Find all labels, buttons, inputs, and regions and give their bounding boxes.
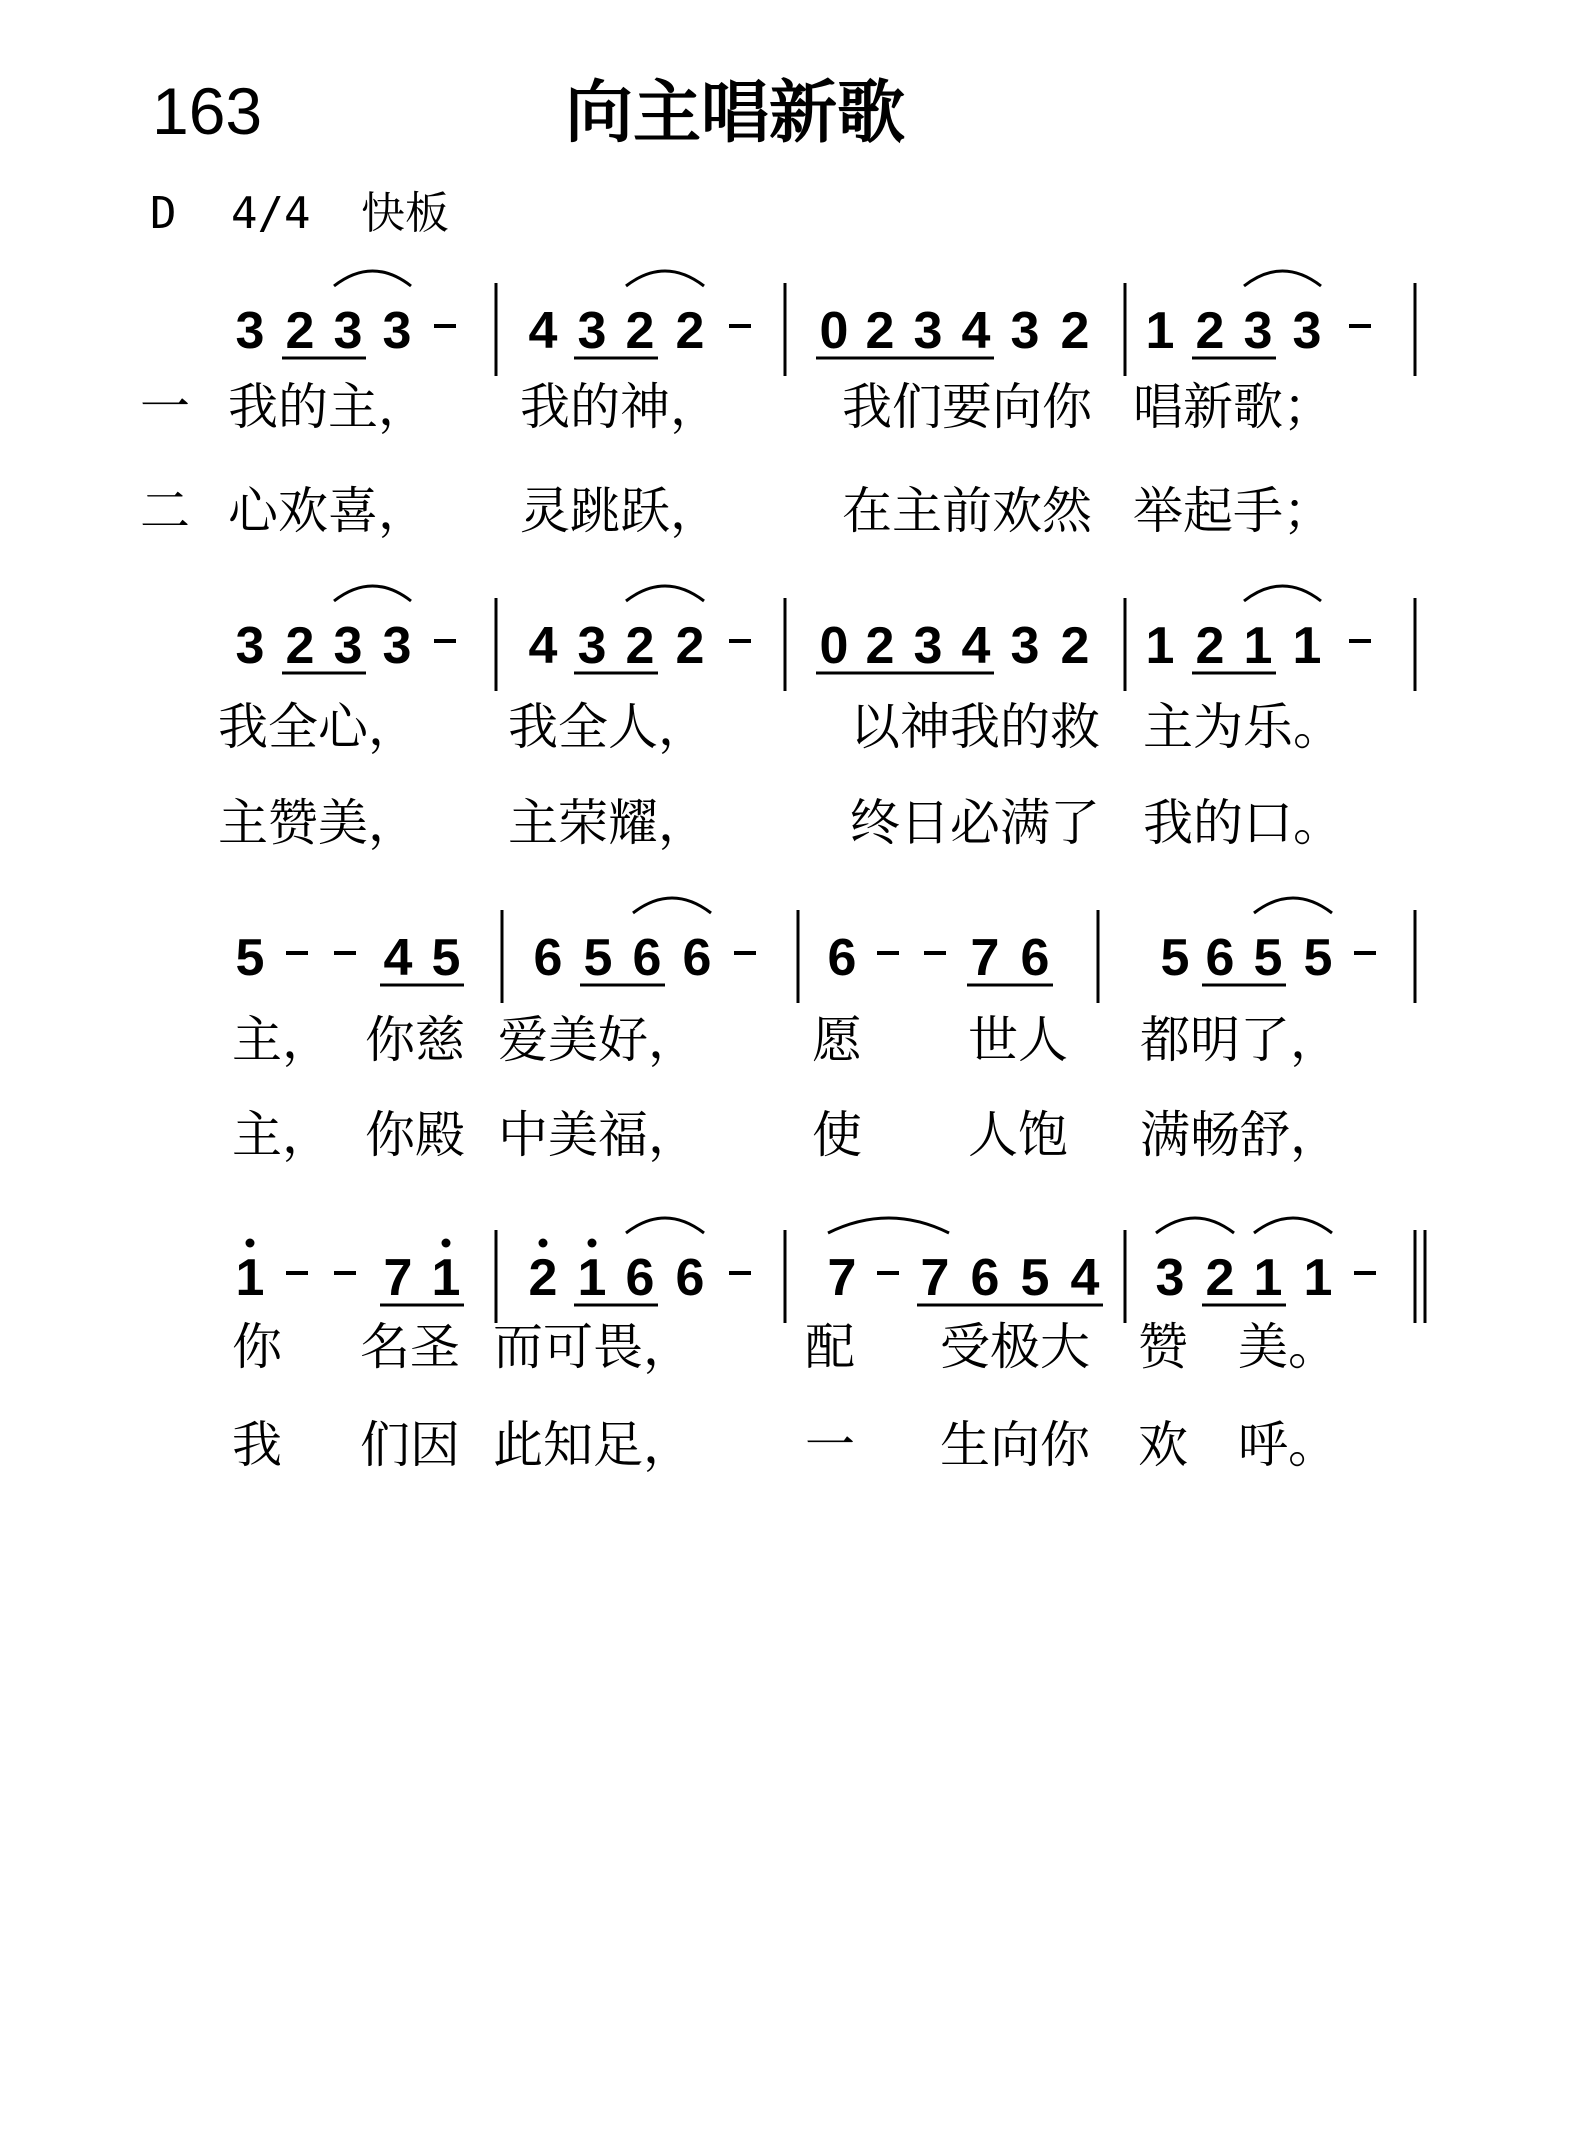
lyric-segment: 我的主，	[228, 378, 428, 436]
note-digit: 4	[961, 617, 991, 675]
note-digit: 6	[1205, 929, 1235, 987]
time-signature: 4/4	[231, 188, 311, 239]
note-digit: 4	[528, 302, 558, 360]
note-digit: 2	[1195, 302, 1225, 360]
lyric-segment: 美。	[1238, 1318, 1338, 1376]
note-digit: 0	[819, 302, 849, 360]
slur	[1244, 586, 1321, 601]
lyric-segment: 灵跳跃，	[520, 482, 720, 540]
lyric-segment: 我们要向你	[842, 378, 1092, 436]
note-digit: 5	[431, 929, 461, 987]
octave-dot	[246, 1239, 255, 1248]
note-digit: 5	[1020, 1249, 1050, 1307]
note-digit: 1	[235, 1249, 265, 1307]
note-digit: 2	[625, 302, 655, 360]
note-digit: 2	[675, 302, 705, 360]
lyric-segment: 唱新歌；	[1133, 378, 1333, 436]
note-digit: 2	[865, 302, 895, 360]
lyric-segment: 中美福，	[498, 1106, 698, 1164]
note-digit: 0	[819, 617, 849, 675]
lyric-segment: 欢	[1138, 1416, 1188, 1474]
note-digit: 7	[920, 1249, 950, 1307]
lyric-segment: 我全心，	[218, 698, 418, 756]
note-digit: 4	[1070, 1249, 1100, 1307]
note-digit: 2	[625, 617, 655, 675]
lyric-segment: 举起手；	[1133, 482, 1333, 540]
note-digit: 3	[382, 617, 412, 675]
note-digit: 5	[235, 929, 265, 987]
note-digit: 2	[528, 1249, 558, 1307]
slur	[1254, 898, 1332, 913]
note-digit: 6	[675, 1249, 705, 1307]
note-digit: 6	[1020, 929, 1050, 987]
lyric-segment: 我	[232, 1416, 282, 1474]
note-digit: 3	[913, 617, 943, 675]
lyric-segment: 你	[232, 1318, 282, 1376]
lyric-segment: 们因	[360, 1416, 460, 1474]
lyric-segment: 都明了，	[1140, 1011, 1340, 1069]
note-digit: 3	[333, 302, 363, 360]
note-digit: 4	[528, 617, 558, 675]
note-digit: 2	[675, 617, 705, 675]
note-digit: 7	[383, 1249, 413, 1307]
lyric-segment: 我的神，	[520, 378, 720, 436]
note-digit: 6	[827, 929, 857, 987]
note-digit: 1	[1253, 1249, 1283, 1307]
lyric-segment: 终日必满了	[850, 794, 1100, 852]
note-digit: 3	[577, 617, 607, 675]
octave-dot	[539, 1239, 548, 1248]
lyric-segment: 我的口。	[1143, 794, 1343, 852]
note-digit: 1	[1145, 617, 1175, 675]
lyric-segment: 名圣	[360, 1318, 460, 1376]
lyric-segment: 我全人，	[508, 698, 708, 756]
note-digit: 5	[1303, 929, 1333, 987]
slur	[828, 1218, 949, 1233]
note-digit: 5	[1160, 929, 1190, 987]
note-digit: 5	[1253, 929, 1283, 987]
hymn-number: 163	[152, 74, 263, 148]
lyric-segment: 受极大	[940, 1318, 1090, 1376]
note-digit: 7	[827, 1249, 857, 1307]
slur	[626, 586, 704, 601]
lyric-segment: 在主前欢然	[842, 482, 1092, 540]
note-digit: 3	[333, 617, 363, 675]
note-digit: 3	[1243, 302, 1273, 360]
note-digit: 2	[1195, 617, 1225, 675]
note-digit: 1	[577, 1249, 607, 1307]
lyric-segment: 使	[812, 1106, 862, 1164]
lyric-segment: 赞	[1138, 1318, 1188, 1376]
lyric-segment: 满畅舒，	[1140, 1106, 1340, 1164]
note-digit: 2	[1060, 302, 1090, 360]
slur	[626, 1218, 704, 1233]
note-digit: 5	[583, 929, 613, 987]
octave-dot	[588, 1239, 597, 1248]
note-digit: 1	[1292, 617, 1322, 675]
note-digit: 3	[1292, 302, 1322, 360]
note-digit: 6	[533, 929, 563, 987]
lyric-segment: 以神我的救	[850, 698, 1100, 756]
slur	[1254, 1218, 1332, 1233]
lyric-segment: 主，	[232, 1011, 332, 1069]
note-digit: 6	[682, 929, 712, 987]
slur	[334, 586, 411, 601]
note-digit: 6	[632, 929, 662, 987]
note-digit: 2	[1205, 1249, 1235, 1307]
lyric-segment: 呼。	[1238, 1416, 1338, 1474]
lyric-segment: 配	[805, 1318, 855, 1376]
slur	[633, 898, 711, 913]
lyric-segment: 主，	[232, 1106, 332, 1164]
lyric-segment: 愿	[812, 1011, 862, 1069]
verse-marker-2: 二	[140, 482, 190, 540]
slur	[1156, 1218, 1234, 1233]
lyric-segment: 人饱	[968, 1106, 1068, 1164]
lyric-segment: 主荣耀，	[508, 794, 708, 852]
note-digit: 2	[285, 617, 315, 675]
hymn-title: 向主唱新歌	[565, 74, 906, 153]
lyric-segment: 主赞美，	[218, 794, 418, 852]
lyric-segment: 而可畏，	[493, 1318, 693, 1376]
note-digit: 7	[970, 929, 1000, 987]
note-digit: 2	[865, 617, 895, 675]
slur	[626, 271, 704, 286]
note-digit: 6	[625, 1249, 655, 1307]
slur	[334, 271, 411, 286]
note-digit: 4	[961, 302, 991, 360]
lyric-segment: 世人	[968, 1011, 1068, 1069]
note-digit: 1	[1145, 302, 1175, 360]
note-digit: 3	[235, 617, 265, 675]
key-signature: D	[150, 188, 177, 239]
tempo-marking: 快板	[360, 188, 449, 239]
lyric-segment: 你慈	[365, 1011, 465, 1069]
note-digit: 3	[1010, 302, 1040, 360]
note-digit: 1	[1243, 617, 1273, 675]
note-digit: 3	[913, 302, 943, 360]
note-digit: 3	[577, 302, 607, 360]
note-digit: 2	[1060, 617, 1090, 675]
lyric-segment: 此知足，	[493, 1416, 693, 1474]
note-digit: 3	[1155, 1249, 1185, 1307]
lyric-segment: 爱美好，	[498, 1011, 698, 1069]
note-digit: 3	[235, 302, 265, 360]
note-digit: 3	[1010, 617, 1040, 675]
slur	[1244, 271, 1321, 286]
lyric-segment: 生向你	[940, 1416, 1090, 1474]
lyric-segment: 心欢喜，	[228, 482, 428, 540]
verse-marker-1: 一	[140, 378, 190, 436]
note-digit: 2	[285, 302, 315, 360]
note-digit: 1	[431, 1249, 461, 1307]
lyric-segment: 你殿	[365, 1106, 465, 1164]
lyric-segment: 一	[805, 1416, 855, 1474]
lyric-segment: 主为乐。	[1143, 698, 1343, 756]
octave-dot	[442, 1239, 451, 1248]
note-digit: 3	[382, 302, 412, 360]
note-digit: 4	[383, 929, 413, 987]
note-digit: 6	[970, 1249, 1000, 1307]
note-digit: 1	[1303, 1249, 1333, 1307]
